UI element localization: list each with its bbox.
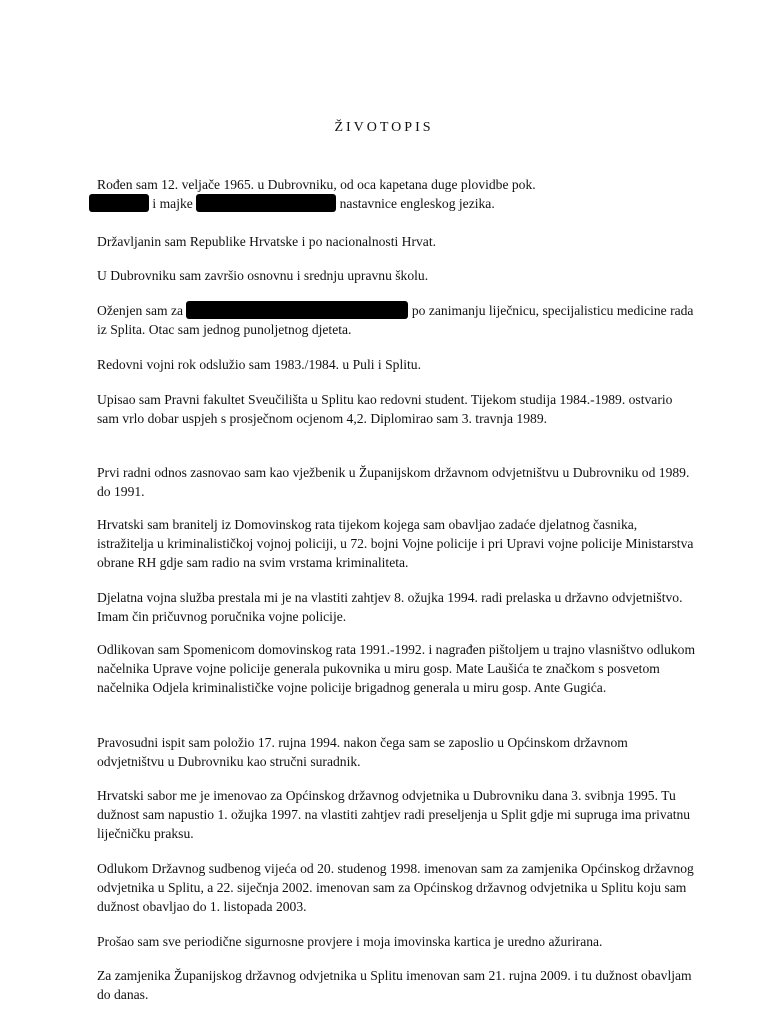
redaction-bar [186, 301, 408, 319]
paragraph-war-veteran: Hrvatski sam branitelj iz Domovinskog rata tijekom kojega sam obavljao zadaće djelatnog časnika, istražitelja u kriminalističkoj vojnoj policiji, u 72. bojni Vojne policije i pri Upravi vojne policije Ministarstva obrane RH gdje sam radio na svim vrstama kriminaliteta. [97, 517, 694, 570]
paragraph-first-job: Prvi radni odnos zasnovao sam kao vježbenik u Županijskom državnom odvjetništvu u Dubrovniku od 1989. do 1991. [97, 465, 690, 499]
paragraph-military-end: Djelatna vojna služba prestala mi je na vlastiti zahtjev 8. ožujka 1994. radi prelaska u državno odvjetništvo. Imam čin pričuvnog poručnika vojne policije. [97, 590, 683, 624]
birth-line-2a: i majke [152, 196, 193, 211]
marriage-text-a: Oženjen sam za [97, 303, 184, 318]
birth-line-2b: nastavnice engleskog jezika. [339, 196, 495, 211]
marriage-text-b: po zanimanju liječnicu, specijalisticu medicine rada iz Splita. Otac sam jednog punoljetnog djeteta. [97, 303, 694, 337]
paragraph-birth [97, 175, 697, 213]
paragraph-appointment-split: Odlukom Državnog sudbenog vijeća od 20. studenog 1998. imenovan sam za zamjenika Općinskog državnog odvjetnika u Splitu, a 22. siječnja 2002. imenovan sam za Općinskog državnog odvjetnika u Splitu koju sam dužnost obavljao do 1. listopada 2003. [97, 861, 694, 914]
paragraph-citizenship: Državljanin sam Republike Hrvatske i po nacionalnosti Hrvat. [97, 234, 437, 249]
paragraph-university: Upisao sam Pravni fakultet Sveučilišta u Splitu kao redovni student. Tijekom studija 1984.-1989. ostvario sam vrlo dobar uspjeh s prosječnom ocjenom 4,2. Diplomirao sam 3. travnja 1989. [97, 392, 673, 426]
paragraph-decorations: Odlikovan sam Spomenicom domovinskog rata 1991.-1992. i nagrađen pištoljem u trajno vlasništvo odlukom načelnika Uprave vojne policije generala pukovnika u miru gosp. Mate Laušića te značkom s posvetom načelnika Odjela kriminalističke vojne policije brigadnog generala u miru gosp. Ante Gugića. [97, 642, 696, 695]
paragraph-marriage [97, 301, 697, 339]
redaction-bar [196, 194, 336, 212]
paragraph-security-checks: Prošao sam sve periodične sigurnosne provjere i moja imovinska kartica je uredno ažurirana. [97, 934, 603, 949]
paragraph-bar-exam: Pravosudni ispit sam položio 17. rujna 1994. nakon čega sam se zaposlio u Općinskom državnom odvjetništvu u Dubrovniku kao stručni suradnik. [97, 735, 628, 769]
paragraph-current-position: Za zamjenika Županijskog državnog odvjetnika u Splitu imenovan sam 21. rujna 2009. i tu dužnost obavljam do danas. [97, 968, 692, 1002]
document-title: ŽIVOTOPIS [334, 120, 434, 135]
paragraph-appointment-dubrovnik: Hrvatski sabor me je imenovao za Općinskog državnog odvjetnika u Dubrovniku dana 3. svibnja 1995. Tu dužnost sam napustio 1. ožujka 1997. na vlastiti zahtjev radi preseljenja u Split gdje mi supruga ima privatnu liječničku praksu. [97, 788, 691, 841]
birth-line-1: Rođen sam 12. veljače 1965. u Dubrovniku, od oca kapetana duge plovidbe pok. [97, 177, 536, 192]
paragraph-military-service: Redovni vojni rok odslužio sam 1983./1984. u Puli i Splitu. [97, 357, 421, 372]
redaction-bar [89, 194, 149, 212]
paragraph-education: U Dubrovniku sam završio osnovnu i srednju upravnu školu. [97, 268, 429, 283]
